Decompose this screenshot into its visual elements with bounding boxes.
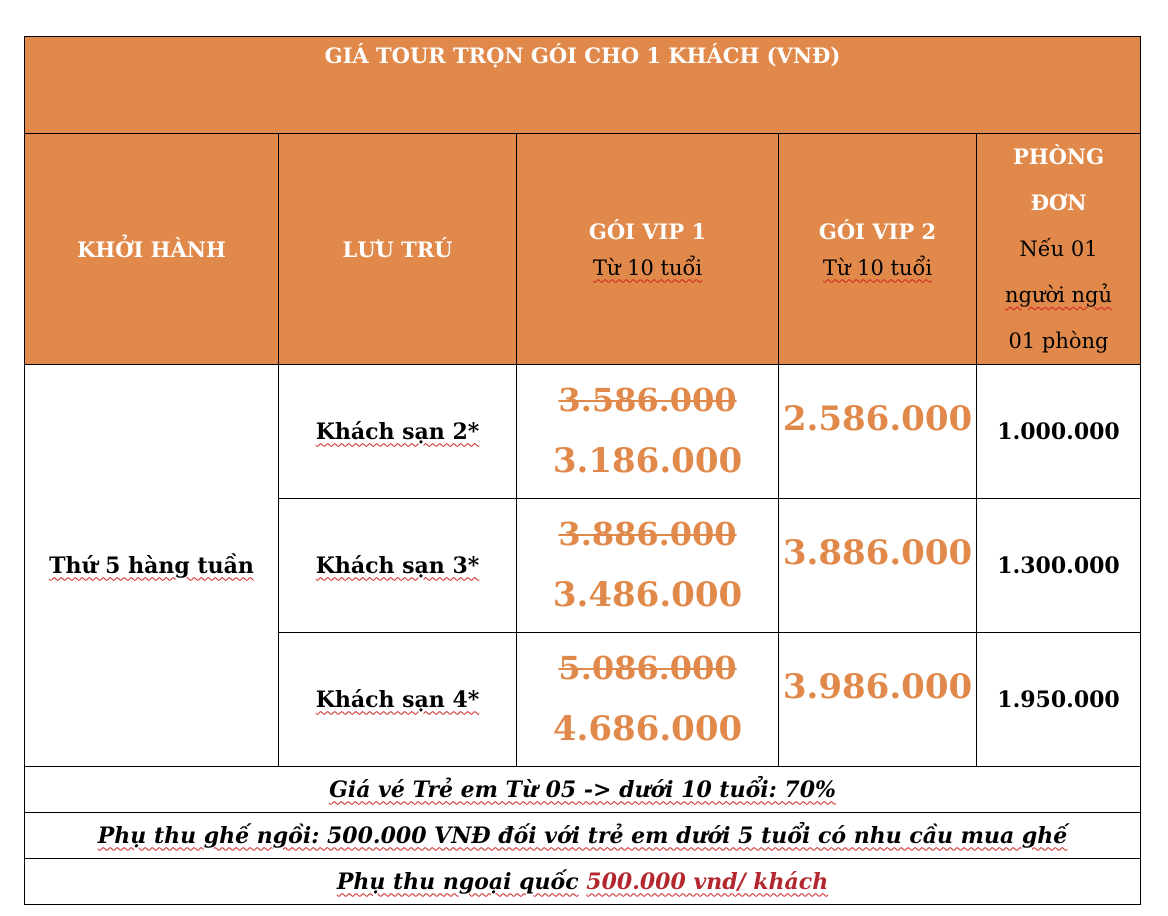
foreign-surcharge-amount: 500.000 vnd/ khách [586,868,829,895]
header-single-room [977,134,1141,365]
header-single-line4: người ngủ [1004,283,1113,307]
hotel-name: Khách sạn 3* [315,552,480,579]
seat-surcharge-text: Phụ thu ghế ngồi: 500.000 VNĐ đối với trẻ em dưới 5 tuổi có nhu cầu mua ghế [97,822,1068,849]
header-stay [279,134,517,365]
header-vip1-title: GÓI VIP 1 [588,218,707,244]
hotel-name: Khách sạn 2* [315,418,480,445]
header-vip2-title: GÓI VIP 2 [818,218,937,244]
vip1-new-price: 3.486.000 [552,574,743,615]
hotel-cell [279,365,517,499]
vip1-old-price: 5.086.000 [558,648,737,687]
vip1-new-price: 4.686.000 [552,708,743,749]
vip2-price: 3.986.000 [779,633,977,767]
single-room-price: 1.950.000 [977,633,1141,767]
header-departure-label: KHỞI HÀNH [77,236,226,262]
vip1-old-price: 3.586.000 [558,380,737,419]
tour-price-table [24,36,1141,905]
seat-surcharge-note [25,813,1141,859]
single-room-price: 1.300.000 [977,499,1141,633]
vip1-price-cell [517,499,779,633]
header-vip1 [517,134,779,365]
vip1-price-cell [517,365,779,499]
departure-cell [25,365,279,767]
header-single-line5: 01 phòng [1008,329,1109,353]
vip1-new-price: 3.186.000 [552,440,743,481]
header-single-line3: Nếu 01 [1019,237,1098,261]
header-vip2-subtitle: Từ 10 tuổi [822,255,933,280]
header-single-line2: ĐƠN [1030,190,1087,215]
foreign-surcharge-label: Phụ thu ngoại quốc [336,868,579,895]
header-single-line1: PHÒNG [1012,144,1105,169]
vip2-price: 2.586.000 [779,365,977,499]
vip1-price-cell [517,633,779,767]
table-title: GIÁ TOUR TRỌN GÓI CHO 1 KHÁCH (VNĐ) [25,37,1141,134]
header-stay-label: LƯU TRÚ [342,236,453,262]
header-departure [25,134,279,365]
vip2-price: 3.886.000 [779,499,977,633]
single-room-price: 1.000.000 [977,365,1141,499]
header-vip2 [779,134,977,365]
child-price-text: Giá vé Trẻ em Từ 05 -> dưới 10 tuổi: 70% [329,776,836,803]
header-vip1-subtitle: Từ 10 tuổi [592,255,703,280]
departure-value: Thứ 5 hàng tuần [49,552,254,579]
table-row [25,365,1141,499]
foreign-surcharge-note [25,859,1141,905]
hotel-cell [279,633,517,767]
hotel-cell [279,499,517,633]
vip1-old-price: 3.886.000 [558,514,737,553]
child-price-note [25,767,1141,813]
hotel-name: Khách sạn 4* [315,686,480,713]
